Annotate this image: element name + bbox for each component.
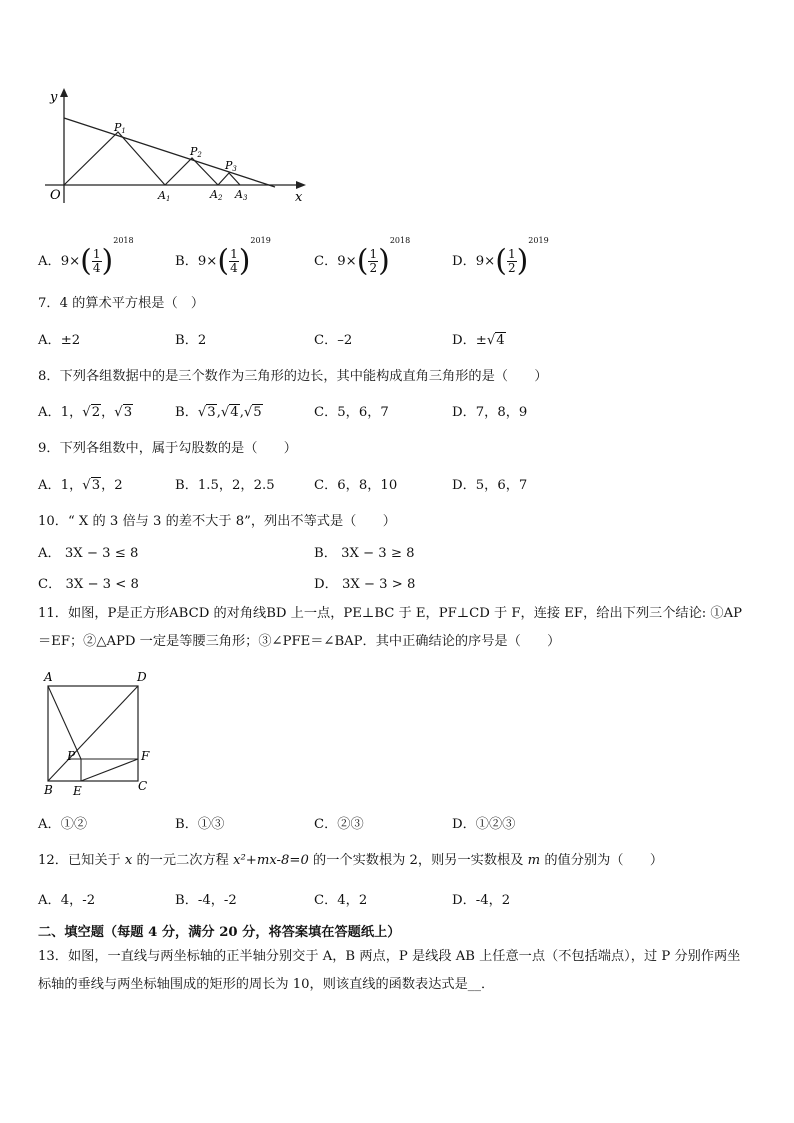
section-heading-fill-in: 二、填空题（每题 4 分，满分 20 分，将答案填在答题纸上） [38,925,401,940]
x-axis-arrow [296,181,306,189]
figure-q6-coordinate-graph [40,85,310,210]
label-p2: P2 [190,145,202,159]
q12-stem: 12．已知关于 x 的一元二次方程 x²+mx-8=0 的一个实数根为 2，则另一实数根及 m 的值分别为（ ） [38,853,664,868]
q7-option-b[interactable]: B．2 [175,333,207,348]
label-a1: A1 [158,189,171,203]
segment-ef [81,759,138,781]
label-a2: A2 [210,188,223,202]
q8-stem: 8．下列各组数据中的是三个数作为三角形的边长，其中能构成直角三角形的是（ ） [38,369,548,384]
label-c: C [138,779,148,793]
q9-option-c[interactable]: C．6，8，10 [314,478,398,493]
segment-ap [48,686,81,759]
label-p3: P3 [225,159,237,173]
label-a3: A3 [235,188,248,202]
q11-option-a[interactable]: A．①② [38,817,88,832]
q6-option-d[interactable]: D．9×( $\frac{1}{2}$ )$^{2019}$ [452,236,549,279]
sloped-line [64,118,275,187]
q8-option-c[interactable]: C．5，6，7 [314,405,389,420]
q11-stem: 11．如图，P是正方形ABCD 的对角线BD 上一点，PE⊥BC 于 E，PF⊥CD 于 F，连接 EF，给出下列三个结论: ①AP＝EF；②△APD 一定是等腰三角形；③∠PFE＝∠BAP．其中正确结论的序号是（ ） [38,606,742,649]
label-p: P [67,749,76,763]
q8-option-a[interactable]: A．1，√2，√3 [38,405,133,420]
y-axis-arrow [60,88,68,97]
q10-option-b[interactable]: B． 3X − 3 ≥ 8 [314,546,415,561]
q9-stem: 9．下列各组数中，属于勾股数的是（ ） [38,441,297,456]
q10-option-a[interactable]: A． 3X − 3 ≤ 8 [38,546,139,561]
q11-option-d[interactable]: D．①②③ [452,817,516,832]
q12-option-c[interactable]: C．4，2 [314,893,368,908]
q6-option-b[interactable]: B．9×( $\frac{1}{4}$ )$^{2019}$ [175,236,271,279]
q9-option-d[interactable]: D．5，6，7 [452,478,528,493]
q11-option-c[interactable]: C．②③ [314,817,364,832]
figure-q11-square [38,668,158,800]
q12-option-d[interactable]: D．-4，2 [452,893,511,908]
label-e: E [73,784,82,798]
label-b: B [44,783,53,797]
label-f: F [141,749,150,763]
q10-stem: 10．“ X 的 3 倍与 3 的差不大于 8”，列出不等式是（ ） [38,514,396,529]
q7-stem: 7．4 的算术平方根是（ ） [38,296,205,311]
q10-option-c[interactable]: C． 3X − 3 < 8 [38,577,139,592]
q12-option-b[interactable]: B．-4，-2 [175,893,237,908]
q11-option-b[interactable]: B．①③ [175,817,225,832]
q10-option-d[interactable]: D． 3X − 3 > 8 [314,577,416,592]
triangle-1 [64,132,165,185]
label-p1: P1 [114,121,126,135]
q6-option-a[interactable]: A．9×( $\frac{1}{4}$ )$^{2018}$ [38,236,134,279]
y-axis-label: y [50,90,58,105]
q7-option-a[interactable]: A．±2 [38,333,81,348]
label-a: A [44,670,53,684]
label-d: D [137,670,147,684]
q9-option-a[interactable]: A．1，√3，2 [38,478,123,493]
q13-stem: 13．如图，一直线与两坐标轴的正半轴分别交于 A，B 两点，P 是线段 AB 上任意一点（不包括端点），过 P 分别作两坐标轴的垂线与两坐标轴围成的矩形的周长为 10，则该直线的函数表达式是__． [38,949,741,992]
q8-option-d[interactable]: D．7，8，9 [452,405,528,420]
origin-label: O [50,188,61,203]
x-axis-label: x [295,190,303,205]
triangle-2 [165,158,218,185]
q7-option-d[interactable]: D．±√4 [452,333,505,348]
diagonal-bd [48,686,138,781]
q9-option-b[interactable]: B．1.5，2，2.5 [175,478,275,493]
q7-option-c[interactable]: C．–2 [314,333,353,348]
q6-option-c[interactable]: C．9×( $\frac{1}{2}$ )$^{2018}$ [314,236,411,279]
q12-option-a[interactable]: A．4，-2 [38,893,96,908]
q8-option-b[interactable]: B．√3,√4,√5 [175,405,262,420]
